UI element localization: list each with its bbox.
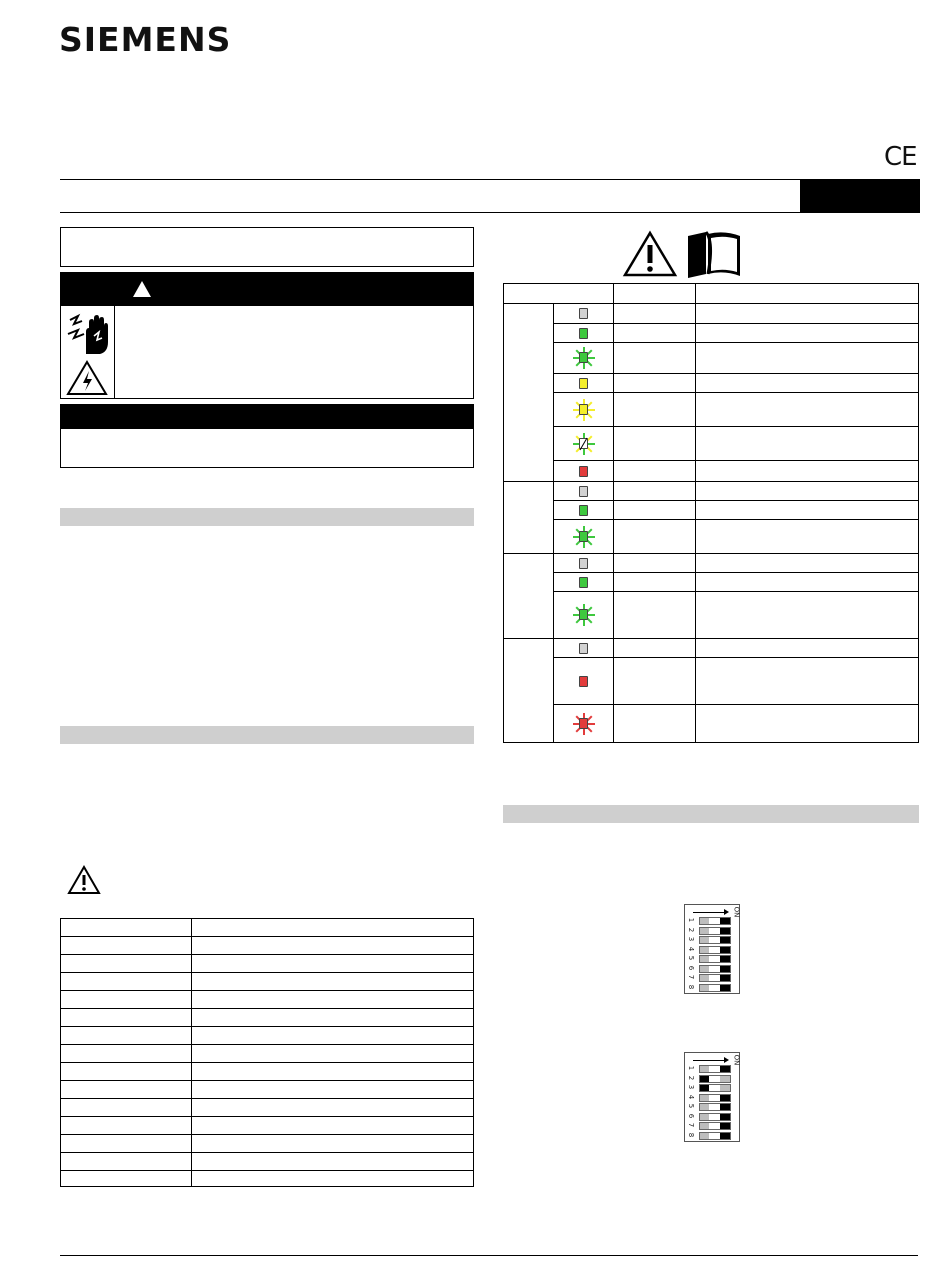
table-header-cell <box>504 284 614 304</box>
table-cell <box>61 1117 192 1135</box>
dip-arrow-icon <box>693 912 727 913</box>
table-cell <box>192 937 474 955</box>
dip-switch-toggle[interactable] <box>699 1122 731 1130</box>
led-cell <box>554 374 614 393</box>
table-cell <box>61 1171 192 1187</box>
led-cell <box>554 343 614 374</box>
table-row <box>61 1045 474 1063</box>
table-row <box>504 658 919 705</box>
table-cell <box>61 1027 192 1045</box>
table-cell <box>192 919 474 937</box>
dip-number: 5 <box>687 955 696 961</box>
description-cell <box>696 393 919 427</box>
intro-box <box>60 227 474 267</box>
danger-header <box>60 272 474 306</box>
table-row <box>504 554 919 573</box>
state-cell <box>614 639 696 658</box>
dip-number: 3 <box>687 1084 696 1090</box>
table-row <box>504 324 919 343</box>
dip-number: 7 <box>687 1122 696 1128</box>
dip-number: 1 <box>687 917 696 923</box>
dip-arrow-icon <box>693 1060 727 1061</box>
table-row <box>61 955 474 973</box>
led-icon <box>579 505 588 516</box>
table-row <box>504 592 919 639</box>
dip-number: 3 <box>687 936 696 942</box>
header-rule-bottom <box>60 212 920 213</box>
table-row <box>504 705 919 743</box>
table-cell <box>192 1027 474 1045</box>
table-cell <box>192 1009 474 1027</box>
dip-number: 7 <box>687 974 696 980</box>
flashing-led-icon <box>573 713 595 735</box>
flashing-led-icon <box>573 526 595 548</box>
dip-switch-toggle[interactable] <box>699 974 731 982</box>
ce-mark: CE <box>884 142 917 172</box>
dip-on-label: ON <box>732 1054 741 1066</box>
description-cell <box>696 554 919 573</box>
table-cell <box>61 1063 192 1081</box>
table-row <box>61 1009 474 1027</box>
table-cell <box>192 955 474 973</box>
state-cell <box>614 501 696 520</box>
led-cell <box>554 501 614 520</box>
dip-switch-toggle[interactable] <box>699 917 731 925</box>
table-cell <box>61 1153 192 1171</box>
led-group-cell <box>504 554 554 639</box>
led-icon <box>579 486 588 497</box>
led-icon <box>579 328 588 339</box>
table-row <box>504 461 919 482</box>
table-row <box>504 343 919 374</box>
description-cell <box>696 324 919 343</box>
table-row <box>61 1117 474 1135</box>
dip-number: 4 <box>687 1094 696 1099</box>
section-bar-3 <box>503 805 919 823</box>
flashing-led-icon <box>573 604 595 626</box>
flashing-led-icon <box>573 399 595 421</box>
state-cell <box>614 427 696 461</box>
dip-number: 5 <box>687 1103 696 1109</box>
table-cell <box>61 1045 192 1063</box>
dip-number: 6 <box>687 1113 696 1118</box>
state-cell <box>614 705 696 743</box>
table-cell <box>192 1063 474 1081</box>
description-cell <box>696 658 919 705</box>
high-voltage-triangle-icon <box>66 360 108 396</box>
dip-number: 2 <box>687 927 696 932</box>
table-cell <box>61 1099 192 1117</box>
table-row <box>504 639 919 658</box>
state-cell <box>614 520 696 554</box>
description-cell <box>696 639 919 658</box>
dip-switch-toggle[interactable] <box>699 1084 731 1092</box>
dip-switch-toggle[interactable] <box>699 1132 731 1140</box>
led-cell <box>554 705 614 743</box>
dip-switch-toggle[interactable] <box>699 946 731 954</box>
led-icon <box>579 676 588 687</box>
table-row <box>504 501 919 520</box>
table-row <box>504 520 919 554</box>
dip-switch-toggle[interactable] <box>699 1113 731 1121</box>
notice-header <box>60 404 474 429</box>
table-cell <box>192 1153 474 1171</box>
table-row <box>61 919 474 937</box>
table-row <box>61 1063 474 1081</box>
dip-number: 4 <box>687 946 696 951</box>
led-icon <box>579 378 588 389</box>
table-cell <box>61 1135 192 1153</box>
section-bar-1 <box>60 508 474 526</box>
table-cell <box>192 1135 474 1153</box>
attention-triangle-icon <box>622 230 678 278</box>
table-row <box>61 1153 474 1171</box>
specification-table <box>60 918 474 1187</box>
led-cell <box>554 520 614 554</box>
state-cell <box>614 393 696 427</box>
description-cell <box>696 592 919 639</box>
table-cell <box>192 1117 474 1135</box>
state-cell <box>614 592 696 639</box>
dip-switch-toggle[interactable] <box>699 927 731 935</box>
table-row <box>61 1135 474 1153</box>
led-icon <box>579 558 588 569</box>
dip-switch-1 <box>684 904 740 994</box>
flashing-led-icon <box>573 433 595 455</box>
table-cell <box>192 1081 474 1099</box>
attention-triangle-icon <box>67 865 101 895</box>
led-cell <box>554 639 614 658</box>
header-rule-top <box>60 179 920 180</box>
dip-switch-toggle[interactable] <box>699 936 731 944</box>
led-cell <box>554 393 614 427</box>
table-row <box>61 1171 474 1187</box>
led-icon <box>579 466 588 477</box>
dip-number: 8 <box>687 1132 696 1137</box>
description-cell <box>696 461 919 482</box>
table-cell <box>61 973 192 991</box>
warning-triangle-icon <box>132 280 152 298</box>
dip-number: 6 <box>687 965 696 970</box>
section-bar-2 <box>60 726 474 744</box>
state-cell <box>614 324 696 343</box>
manual-book-icon <box>684 228 744 280</box>
table-header-row <box>504 284 919 304</box>
table-row <box>61 1027 474 1045</box>
description-cell <box>696 482 919 501</box>
led-cell <box>554 482 614 501</box>
led-cell <box>554 658 614 705</box>
led-group-cell <box>504 482 554 554</box>
description-cell <box>696 501 919 520</box>
table-header-cell <box>696 284 919 304</box>
state-cell <box>614 304 696 324</box>
electric-shock-hand-icon <box>64 312 110 358</box>
dip-number: 8 <box>687 984 696 989</box>
state-cell <box>614 461 696 482</box>
dip-number: 2 <box>687 1075 696 1080</box>
table-row <box>61 937 474 955</box>
state-cell <box>614 343 696 374</box>
state-cell <box>614 554 696 573</box>
table-cell <box>192 991 474 1009</box>
led-group-cell <box>504 639 554 743</box>
description-cell <box>696 343 919 374</box>
dip-switch-toggle[interactable] <box>699 955 731 963</box>
table-row <box>61 1099 474 1117</box>
table-cell <box>61 919 192 937</box>
table-cell <box>61 1081 192 1099</box>
table-row <box>504 427 919 461</box>
description-cell <box>696 520 919 554</box>
dip-number: 1 <box>687 1065 696 1071</box>
table-cell <box>61 937 192 955</box>
header-black-tab <box>800 180 920 213</box>
state-cell <box>614 482 696 501</box>
table-cell <box>192 1171 474 1187</box>
state-cell <box>614 374 696 393</box>
description-cell <box>696 304 919 324</box>
table-cell <box>192 1045 474 1063</box>
led-cell <box>554 573 614 592</box>
dip-switch-toggle[interactable] <box>699 1065 731 1073</box>
table-row <box>504 393 919 427</box>
footer-rule <box>60 1255 918 1256</box>
dip-switch-toggle[interactable] <box>699 984 731 992</box>
table-row <box>504 374 919 393</box>
description-cell <box>696 374 919 393</box>
led-icon <box>579 643 588 654</box>
description-cell <box>696 427 919 461</box>
led-icon <box>579 577 588 588</box>
description-cell <box>696 705 919 743</box>
dip-switch-2 <box>684 1052 740 1142</box>
table-header-cell <box>614 284 696 304</box>
dip-switch-toggle[interactable] <box>699 1094 731 1102</box>
siemens-logo: SIEMENS <box>59 20 232 59</box>
table-row <box>504 304 919 324</box>
led-cell <box>554 304 614 324</box>
led-cell <box>554 554 614 573</box>
table-cell <box>61 955 192 973</box>
table-row <box>61 973 474 991</box>
dip-on-label: ON <box>732 906 741 918</box>
flashing-led-icon <box>573 347 595 369</box>
table-row <box>61 1081 474 1099</box>
led-cell <box>554 427 614 461</box>
led-status-table <box>503 283 919 743</box>
table-row <box>504 573 919 592</box>
table-cell <box>192 1099 474 1117</box>
table-row <box>504 482 919 501</box>
dip-switch-toggle[interactable] <box>699 1103 731 1111</box>
table-cell <box>192 973 474 991</box>
danger-divider <box>114 305 115 399</box>
danger-body <box>60 305 474 399</box>
description-cell <box>696 573 919 592</box>
dip-switch-toggle[interactable] <box>699 965 731 973</box>
led-cell <box>554 324 614 343</box>
table-cell <box>61 1009 192 1027</box>
notice-body <box>60 428 474 468</box>
table-row <box>61 991 474 1009</box>
led-group-cell <box>504 304 554 482</box>
table-cell <box>61 991 192 1009</box>
led-cell <box>554 592 614 639</box>
state-cell <box>614 658 696 705</box>
state-cell <box>614 573 696 592</box>
dip-switch-toggle[interactable] <box>699 1075 731 1083</box>
led-icon <box>579 308 588 319</box>
led-cell <box>554 461 614 482</box>
